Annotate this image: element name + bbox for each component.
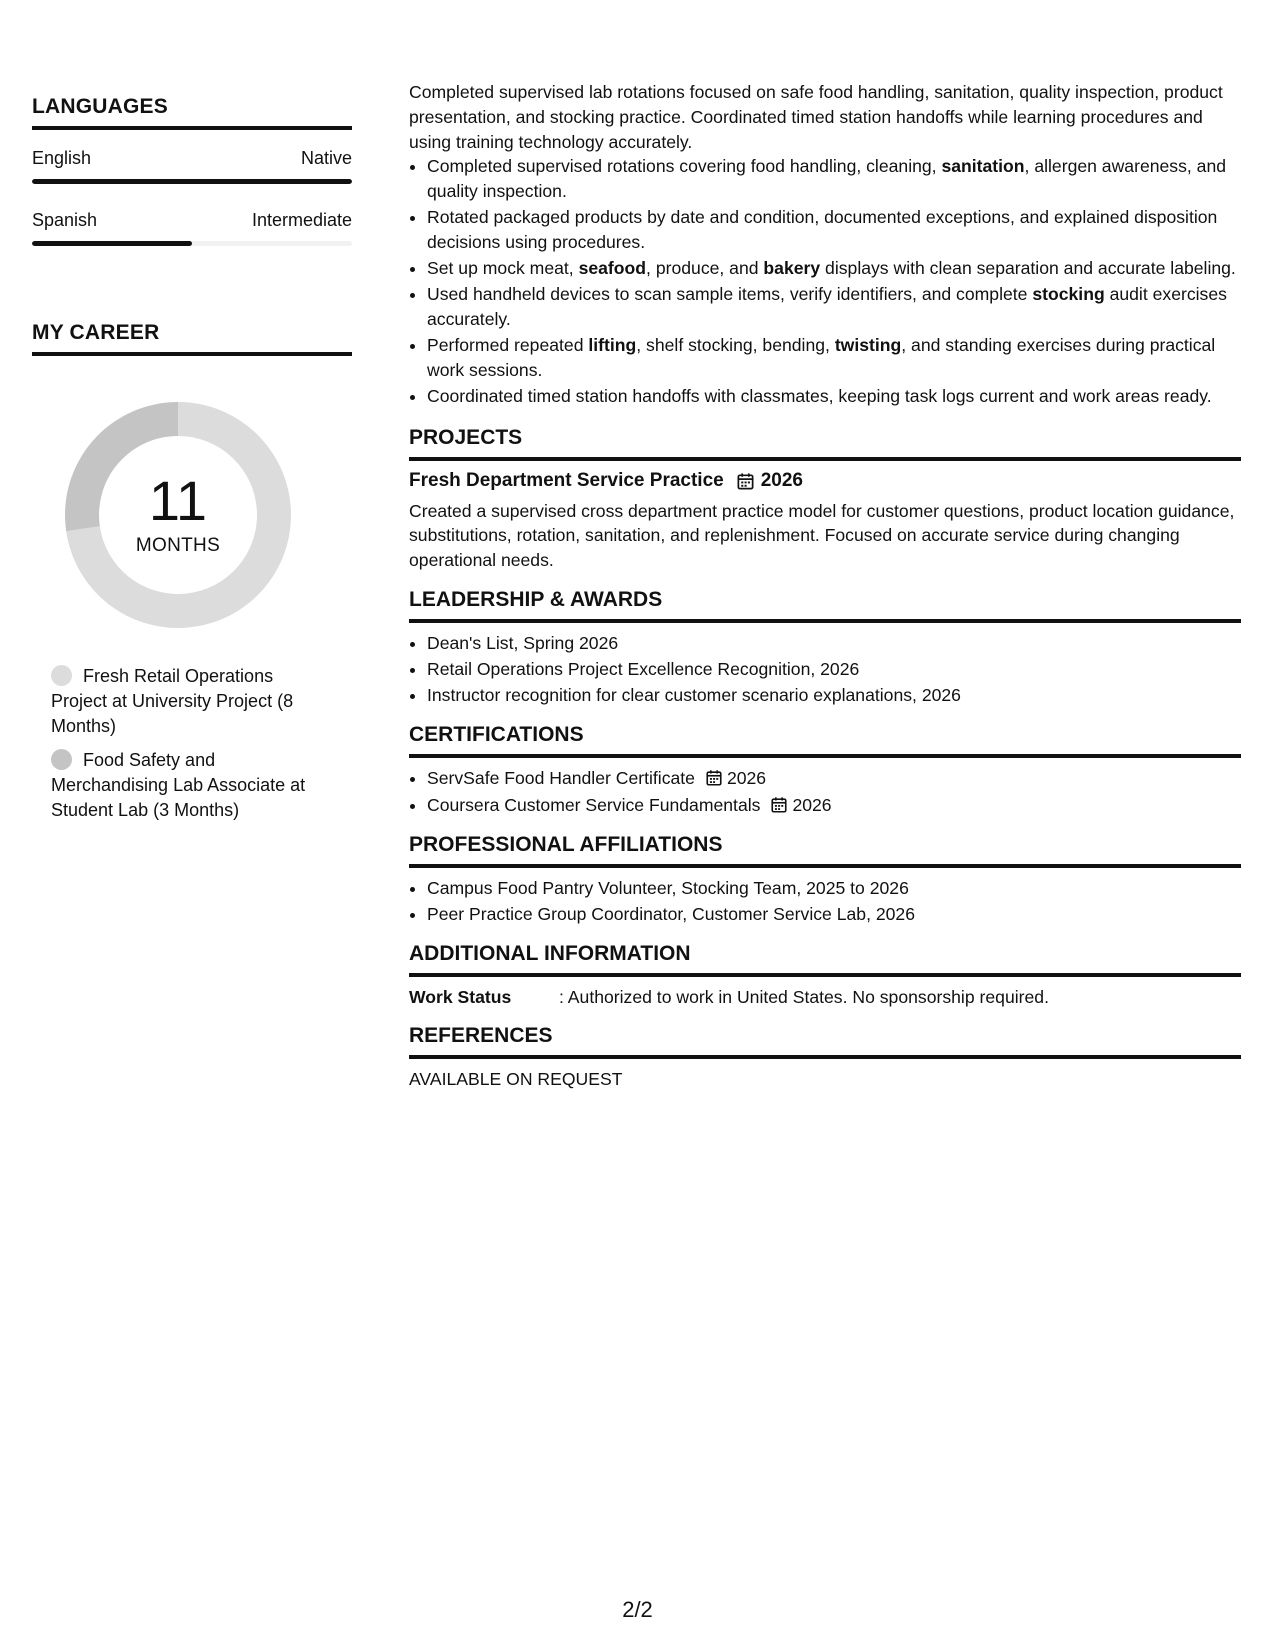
career-donut-chart xyxy=(65,402,291,628)
certification-name: ServSafe Food Handler Certificate xyxy=(427,768,695,789)
experience-bullet xyxy=(427,282,1241,332)
language-proficiency-fill xyxy=(32,241,192,246)
certifications-list xyxy=(409,766,1241,818)
left-column xyxy=(32,95,352,832)
language-level: Intermediate xyxy=(251,210,352,230)
bullet-keyword: lifting xyxy=(588,335,637,356)
project-title xyxy=(409,469,1241,494)
work-status-row xyxy=(409,985,1241,1010)
bullet-keyword: sanitation xyxy=(941,156,1025,177)
project-description: Created a supervised cross department practice model for customer questions, product location guidance, substitutions, rotation, sanitation, and replenishment. Focused on accurate service during changing operational needs. xyxy=(409,500,1235,571)
leadership-list xyxy=(409,631,1241,708)
career-total-unit: MONTHS xyxy=(135,535,221,556)
list-item xyxy=(427,793,1241,818)
bullet-text: , shelf stocking, bending, xyxy=(636,335,835,356)
language-proficiency-bar xyxy=(32,179,352,184)
career-legend xyxy=(32,664,332,823)
career-legend-label: Food Safety and Merchandising Lab Associate at Student Lab (3 Months) xyxy=(51,750,306,820)
list-item: • Retail Operations Project Excellence Recognition, 2026 xyxy=(427,657,1241,682)
bullet-text: Coordinated timed station handoffs with classmates, keeping task logs current and work areas ready. xyxy=(427,386,1212,407)
legend-dot-icon xyxy=(51,665,72,686)
bullet-text: Set up mock meat, xyxy=(427,258,579,279)
language-proficiency-fill xyxy=(32,179,352,184)
language-level: Native xyxy=(300,148,352,168)
leadership-heading: LEADERSHIP & AWARDS xyxy=(409,587,1241,623)
work-status-label: Work Status xyxy=(409,986,512,1007)
projects-heading: PROJECTS xyxy=(409,425,1241,461)
right-column xyxy=(409,80,1241,1092)
bullet-text: Completed supervised rotations covering food handling, cleaning, xyxy=(427,156,942,177)
page-number: 2/2 xyxy=(622,1597,653,1622)
references-text: AVAILABLE ON REQUEST xyxy=(409,1069,623,1090)
certifications-heading: CERTIFICATIONS xyxy=(409,722,1241,758)
language-name: Spanish xyxy=(32,210,98,230)
affiliations-heading: PROFESSIONAL AFFILIATIONS xyxy=(409,832,1241,868)
bullet-text: Used handheld devices to scan sample items, verify identifiers, and complete xyxy=(427,284,1033,305)
experience-bullet-list xyxy=(409,154,1241,408)
bullet-keyword: twisting xyxy=(834,335,902,356)
list-item xyxy=(427,766,1241,791)
language-item-english xyxy=(32,148,352,184)
project-year: 2026 xyxy=(760,469,803,491)
experience-bullet xyxy=(427,205,1241,255)
languages-heading: LANGUAGES xyxy=(32,95,352,130)
additional-info-heading: ADDITIONAL INFORMATION xyxy=(409,941,1241,977)
project-name: Fresh Department Service Practice xyxy=(409,469,724,491)
calendar-icon xyxy=(705,769,723,787)
language-name: English xyxy=(32,148,92,168)
legend-dot-icon xyxy=(51,749,72,770)
career-total-months: 11 xyxy=(148,469,208,532)
bullet-text: Performed repeated xyxy=(427,335,589,356)
career-legend-label: Fresh Retail Operations Project at University Project (8 Months) xyxy=(51,666,294,736)
career-heading: MY CAREER xyxy=(32,321,352,356)
career-legend-item xyxy=(51,664,332,739)
list-item: • Campus Food Pantry Volunteer, Stocking Team, 2025 to 2026 xyxy=(427,876,1241,901)
bullet-text: , and standing exercises during practical work sessions. xyxy=(427,335,1216,380)
certification-year: 2026 xyxy=(726,768,767,789)
bullet-keyword: bakery xyxy=(763,258,821,279)
language-item-spanish xyxy=(32,210,352,246)
calendar-icon xyxy=(736,472,755,491)
language-proficiency-bar xyxy=(32,241,352,246)
list-item: • Instructor recognition for clear customer scenario explanations, 2026 xyxy=(427,683,1241,708)
bullet-text: , produce, and xyxy=(646,258,764,279)
list-item: • Peer Practice Group Coordinator, Customer Service Lab, 2026 xyxy=(427,902,1241,927)
experience-bullet xyxy=(427,384,1241,409)
bullet-text: , allergen awareness, and quality inspection. xyxy=(427,156,1227,202)
bullet-text: displays with clean separation and accurate labeling. xyxy=(820,258,1236,279)
experience-bullet xyxy=(427,154,1241,204)
certification-year: 2026 xyxy=(792,794,832,815)
bullet-keyword: stocking xyxy=(1032,284,1105,305)
certification-name: Coursera Customer Service Fundamentals xyxy=(427,794,761,815)
career-legend-item xyxy=(51,748,332,823)
references-heading: REFERENCES xyxy=(409,1023,1241,1059)
experience-summary: Completed supervised lab rotations focused on safe food handling, sanitation, quality inspection, product presentation, and stocking practice. Coordinated timed station handoffs while learning procedures and using training technology accurately. xyxy=(409,82,1223,152)
experience-bullet xyxy=(427,333,1241,383)
calendar-icon xyxy=(770,796,788,814)
work-status-value: : Authorized to work in United States. No sponsorship required. xyxy=(559,986,1049,1007)
bullet-text: Rotated packaged products by date and condition, documented exceptions, and explained disposition decisions using procedures. xyxy=(427,207,1218,253)
bullet-keyword: seafood xyxy=(578,258,647,279)
list-item: • Dean's List, Spring 2026 xyxy=(427,631,1241,656)
bullet-text: audit exercises accurately. xyxy=(427,284,1227,330)
experience-bullet xyxy=(427,256,1241,281)
affiliations-list xyxy=(409,876,1241,927)
